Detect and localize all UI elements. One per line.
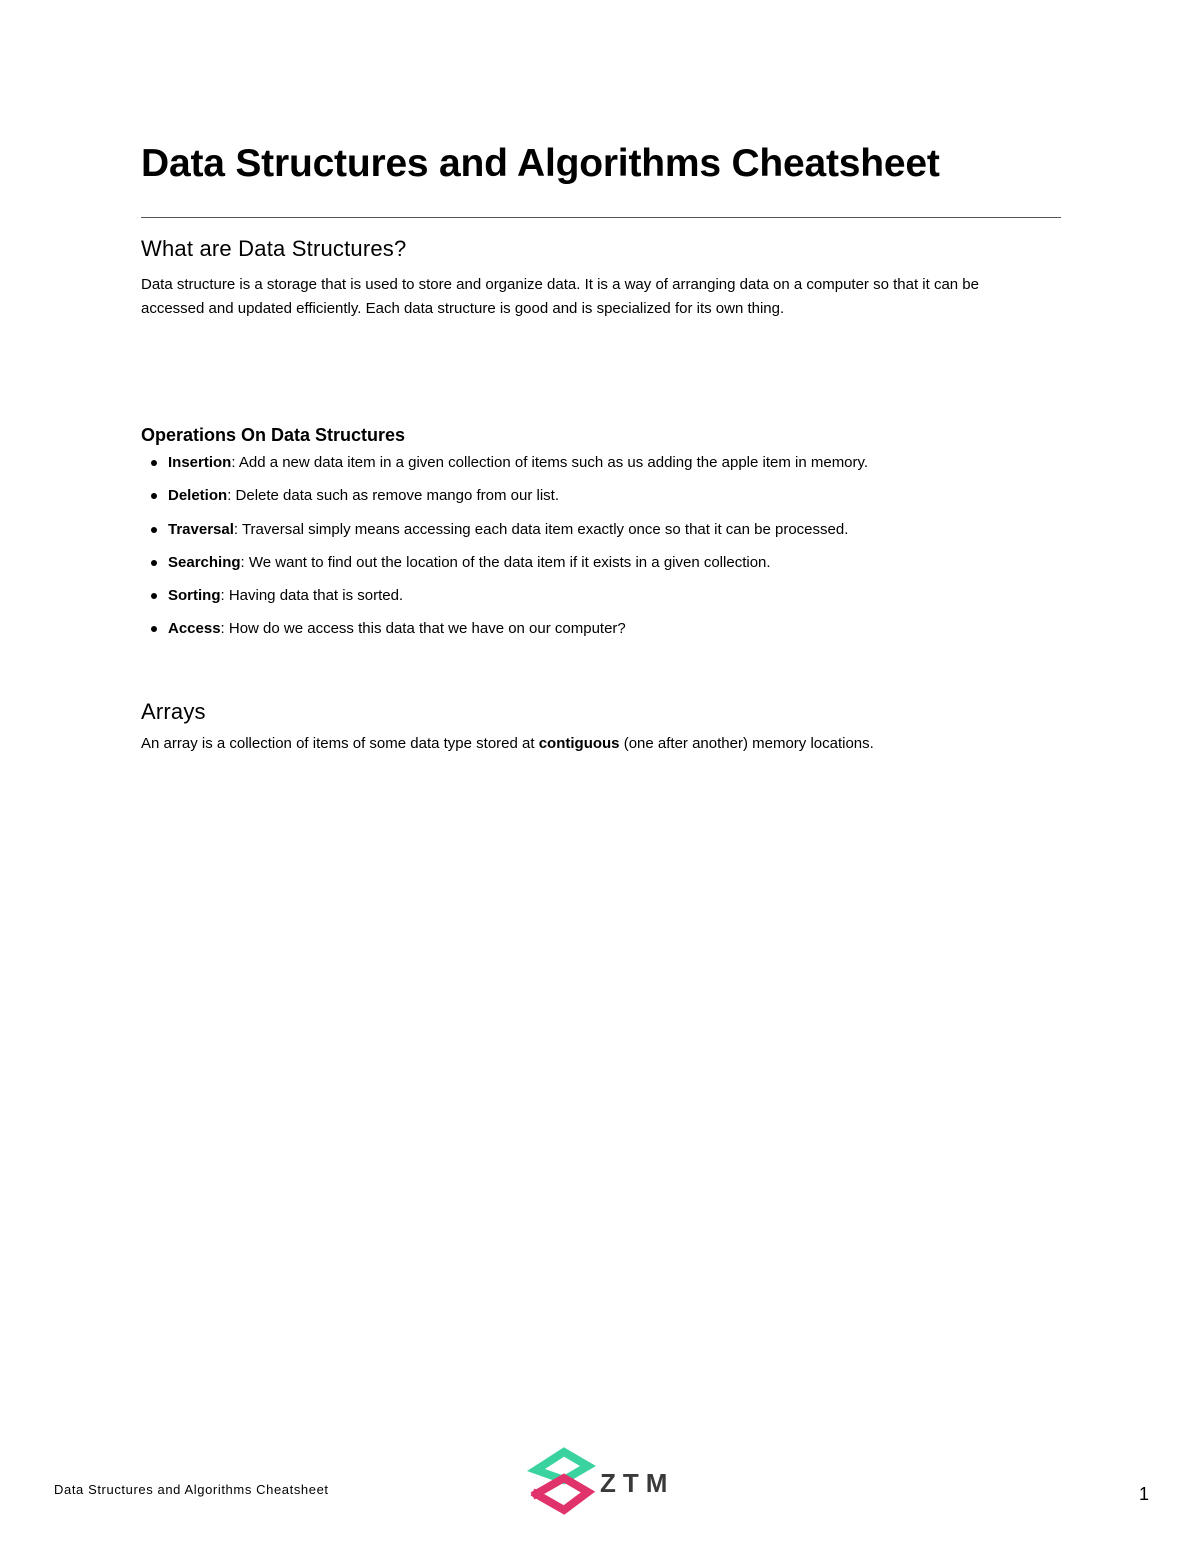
title-divider xyxy=(141,217,1061,218)
operation-description: : Having data that is sorted. xyxy=(220,587,404,605)
arrays-text-before: An array is a collection of items of some data type stored at xyxy=(141,735,539,753)
operation-description: : Traversal simply means accessing each data item exactly once so that it can be processed. xyxy=(233,520,849,538)
list-item xyxy=(141,520,1061,540)
operation-term: Traversal xyxy=(168,520,234,538)
operation-description: : Add a new data item in a given collection of items such as us adding the apple item in memory. xyxy=(231,454,869,471)
list-item xyxy=(141,586,1061,606)
bullet-icon xyxy=(151,493,157,499)
bullet-icon xyxy=(151,593,157,599)
arrays-text-bold: contiguous xyxy=(538,735,620,753)
page-content xyxy=(141,140,1061,756)
arrays-text-after: (one after another) memory locations. xyxy=(619,735,874,753)
page-number: 1 xyxy=(1139,1484,1150,1504)
operation-description: : We want to find out the location of the data item if it exists in a given collection. xyxy=(240,553,771,571)
bullet-icon xyxy=(151,626,157,632)
operation-term: Access xyxy=(168,620,221,638)
bullet-icon xyxy=(151,560,157,566)
list-item xyxy=(141,486,1061,506)
operation-term: Searching xyxy=(168,553,241,571)
operation-description: : How do we access this data that we have on our computer? xyxy=(220,620,626,638)
list-item xyxy=(141,553,1061,573)
bullet-icon xyxy=(151,460,157,466)
logo-text: ZTM xyxy=(600,1468,675,1498)
footer-title: Data Structures and Algorithms Cheatsheet xyxy=(54,1482,329,1497)
logo-pink-chevron xyxy=(536,1478,588,1510)
list-item xyxy=(141,453,1061,473)
arrays-text xyxy=(141,732,1041,756)
operation-term: Sorting xyxy=(168,587,221,605)
document-title: Data Structures and Algorithms Cheatsheet xyxy=(141,142,940,185)
list-item xyxy=(141,619,1061,639)
operations-heading: Operations On Data Structures xyxy=(141,425,406,445)
what-are-data-structures-heading: What are Data Structures? xyxy=(141,236,407,261)
bullet-icon xyxy=(151,527,157,533)
ztm-logo-icon xyxy=(526,1446,676,1520)
operations-list xyxy=(141,453,1061,639)
operation-description: : Delete data such as remove mango from our list. xyxy=(227,487,560,505)
operation-term: Deletion xyxy=(168,487,228,505)
arrays-heading: Arrays xyxy=(141,699,206,725)
operation-term: Insertion xyxy=(168,454,232,471)
what-are-data-structures-text: Data structure is a storage that is used to store and organize data. It is a way of arranging data on a computer so that it can be accessed and updated efficiently. Each data structure is good and is specialized for its own thing. xyxy=(141,276,979,317)
